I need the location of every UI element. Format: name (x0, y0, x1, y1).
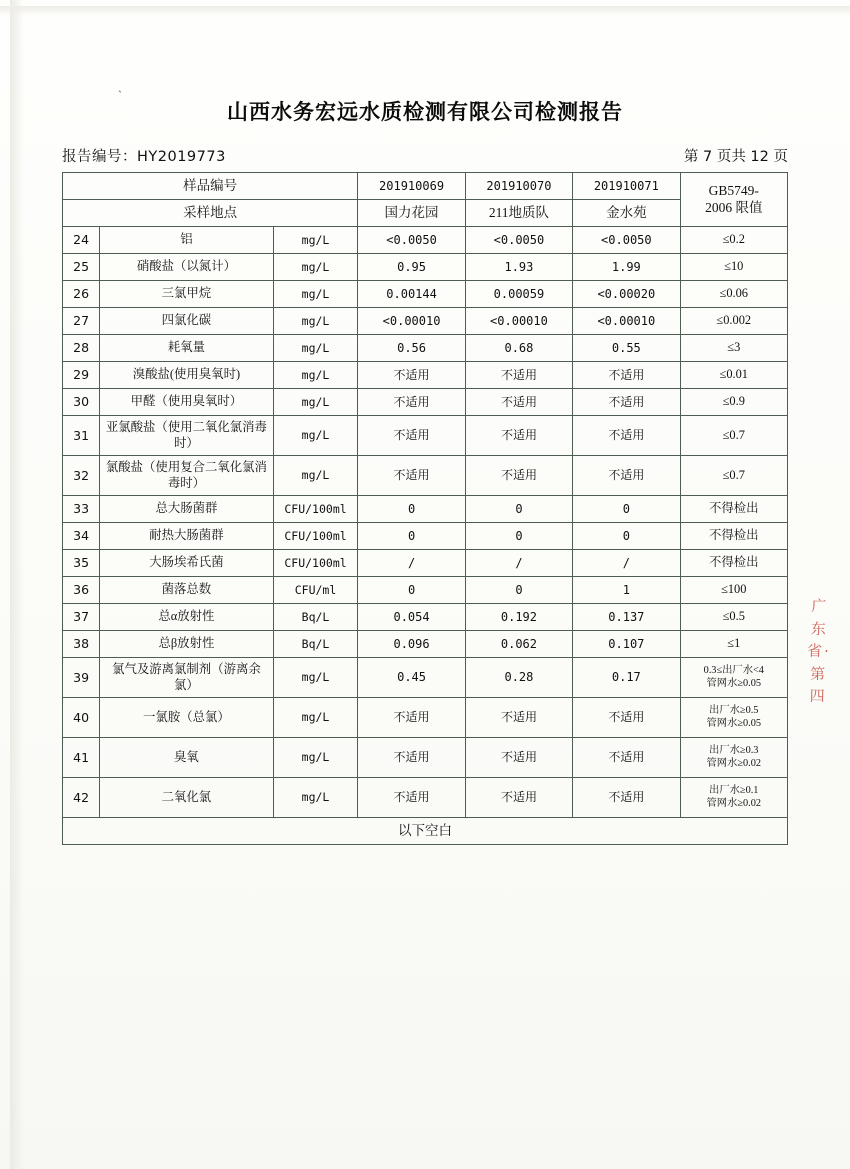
row-value-sample-1: 不适用 (358, 738, 465, 778)
row-value-sample-2: <0.0050 (465, 227, 572, 254)
row-value-sample-1: / (358, 550, 465, 577)
row-limit: ≤0.7 (680, 456, 787, 496)
row-value-sample-3: 不适用 (573, 738, 680, 778)
row-value-sample-1: 0.56 (358, 335, 465, 362)
row-index: 31 (63, 416, 100, 456)
table-footer (63, 818, 788, 845)
header-sample-no-1: 201910069 (358, 173, 465, 200)
row-item-name: 亚氯酸盐（使用二氧化氯消毒时） (100, 416, 274, 456)
row-value-sample-3: 不适用 (573, 456, 680, 496)
row-index: 38 (63, 631, 100, 658)
row-item-name: 耐热大肠菌群 (100, 523, 274, 550)
report-meta (62, 145, 788, 166)
table-row (63, 577, 788, 604)
row-item-name: 氯酸盐（使用复合二氧化氯消毒时） (100, 456, 274, 496)
row-value-sample-3: <0.00020 (573, 281, 680, 308)
row-limit: ≤1 (680, 631, 787, 658)
page-top-edge-shadow (0, 6, 850, 16)
report-number: 报告编号：HY2019773 (62, 149, 226, 165)
row-value-sample-2: 不适用 (465, 698, 572, 738)
page-left-edge-shadow (10, 0, 24, 1169)
row-item-name: 三氯甲烷 (100, 281, 274, 308)
header-sample-no-label: 样品编号 (63, 173, 358, 200)
table-row (63, 254, 788, 281)
row-index: 42 (63, 778, 100, 818)
row-value-sample-3: / (573, 550, 680, 577)
table-row (63, 281, 788, 308)
row-unit: CFU/100ml (273, 550, 358, 577)
row-value-sample-1: 不适用 (358, 362, 465, 389)
footer-blank-row (63, 818, 788, 845)
row-unit: mg/L (273, 658, 358, 698)
row-limit: ≤10 (680, 254, 787, 281)
row-value-sample-2: 0.28 (465, 658, 572, 698)
header-limit-line1: GB5749- (708, 182, 759, 198)
row-index: 29 (63, 362, 100, 389)
row-value-sample-1: 0.95 (358, 254, 465, 281)
row-index: 39 (63, 658, 100, 698)
row-limit: ≤0.06 (680, 281, 787, 308)
row-item-name: 四氯化碳 (100, 308, 274, 335)
header-sample-no-2: 201910070 (465, 173, 572, 200)
row-item-name: 甲醛（使用臭氧时） (100, 389, 274, 416)
row-limit: ≤0.002 (680, 308, 787, 335)
row-value-sample-2: 不适用 (465, 456, 572, 496)
row-value-sample-3: 1 (573, 577, 680, 604)
row-item-name: 耗氧量 (100, 335, 274, 362)
row-limit: ≤100 (680, 577, 787, 604)
row-item-name: 大肠埃希氏菌 (100, 550, 274, 577)
row-index: 37 (63, 604, 100, 631)
row-unit: Bq/L (273, 604, 358, 631)
row-index: 28 (63, 335, 100, 362)
row-item-name: 总大肠菌群 (100, 496, 274, 523)
row-value-sample-2: 不适用 (465, 362, 572, 389)
page-number: 第 7 页共 12 页 (683, 149, 788, 165)
table-row (63, 631, 788, 658)
row-value-sample-2: 0 (465, 523, 572, 550)
table-row (63, 362, 788, 389)
row-value-sample-2: 不适用 (465, 738, 572, 778)
row-value-sample-3: 0.55 (573, 335, 680, 362)
row-value-sample-2: 0 (465, 496, 572, 523)
row-item-name: 菌落总数 (100, 577, 274, 604)
row-unit: mg/L (273, 308, 358, 335)
row-limit: 出厂水≥0.1 管网水≥0.02 (680, 778, 787, 818)
row-unit: mg/L (273, 335, 358, 362)
header-row-sample-no (63, 173, 788, 200)
row-value-sample-2: 1.93 (465, 254, 572, 281)
table-row (63, 227, 788, 254)
table-row (63, 604, 788, 631)
row-value-sample-2: 不适用 (465, 416, 572, 456)
row-value-sample-2: 0.192 (465, 604, 572, 631)
table-body (63, 227, 788, 818)
table-row (63, 389, 788, 416)
row-limit: 不得检出 (680, 496, 787, 523)
row-index: 40 (63, 698, 100, 738)
row-value-sample-3: 0 (573, 523, 680, 550)
row-item-name: 溴酸盐(使用臭氧时) (100, 362, 274, 389)
row-value-sample-1: 0.054 (358, 604, 465, 631)
row-index: 41 (63, 738, 100, 778)
row-limit: 不得检出 (680, 523, 787, 550)
scan-artifact-mark: ` (118, 88, 122, 102)
row-item-name: 臭氧 (100, 738, 274, 778)
row-item-name: 总α放射性 (100, 604, 274, 631)
table-row (63, 778, 788, 818)
table-row (63, 550, 788, 577)
row-item-name: 总β放射性 (100, 631, 274, 658)
row-value-sample-2: 不适用 (465, 778, 572, 818)
table-row (63, 658, 788, 698)
row-value-sample-2: 0.00059 (465, 281, 572, 308)
row-value-sample-1: 0.096 (358, 631, 465, 658)
row-limit: ≤3 (680, 335, 787, 362)
header-site-2: 211地质队 (465, 200, 572, 227)
row-limit: ≤0.2 (680, 227, 787, 254)
row-index: 27 (63, 308, 100, 335)
row-index: 34 (63, 523, 100, 550)
row-item-name: 二氧化氯 (100, 778, 274, 818)
row-index: 26 (63, 281, 100, 308)
row-value-sample-3: 0 (573, 496, 680, 523)
row-value-sample-1: 0 (358, 577, 465, 604)
row-value-sample-3: 不适用 (573, 698, 680, 738)
row-value-sample-1: 不适用 (358, 698, 465, 738)
row-unit: CFU/ml (273, 577, 358, 604)
test-results-table (62, 172, 788, 845)
row-index: 32 (63, 456, 100, 496)
row-unit: mg/L (273, 738, 358, 778)
header-sampling-site-label: 采样地点 (63, 200, 358, 227)
row-value-sample-2: / (465, 550, 572, 577)
row-limit: 出厂水≥0.5 管网水≥0.05 (680, 698, 787, 738)
row-value-sample-3: 1.99 (573, 254, 680, 281)
table-row (63, 496, 788, 523)
row-value-sample-1: 不适用 (358, 778, 465, 818)
row-unit: mg/L (273, 254, 358, 281)
table-header (63, 173, 788, 227)
row-item-name: 一氯胺（总氯） (100, 698, 274, 738)
header-site-3: 金水苑 (573, 200, 680, 227)
row-value-sample-1: 0.45 (358, 658, 465, 698)
row-value-sample-3: 不适用 (573, 389, 680, 416)
row-value-sample-1: 不适用 (358, 389, 465, 416)
row-limit: 出厂水≥0.3 管网水≥0.02 (680, 738, 787, 778)
row-index: 35 (63, 550, 100, 577)
row-limit: 不得检出 (680, 550, 787, 577)
row-limit: 0.3≤出厂水<4 管网水≥0.05 (680, 658, 787, 698)
row-value-sample-3: <0.00010 (573, 308, 680, 335)
row-value-sample-1: <0.00010 (358, 308, 465, 335)
row-value-sample-2: 不适用 (465, 389, 572, 416)
row-value-sample-2: 0.062 (465, 631, 572, 658)
footer-note: 以下空白 (63, 818, 788, 845)
header-limit-label (680, 173, 787, 227)
row-value-sample-3: 0.107 (573, 631, 680, 658)
header-limit-line2: 2006 限值 (705, 199, 763, 215)
row-value-sample-1: 0 (358, 496, 465, 523)
table-row (63, 523, 788, 550)
row-limit: ≤0.7 (680, 416, 787, 456)
row-unit: mg/L (273, 227, 358, 254)
row-value-sample-1: <0.0050 (358, 227, 465, 254)
row-index: 25 (63, 254, 100, 281)
row-index: 24 (63, 227, 100, 254)
row-value-sample-2: 0.68 (465, 335, 572, 362)
row-index: 33 (63, 496, 100, 523)
row-item-name: 氯气及游离氯制剂（游离余氯） (100, 658, 274, 698)
table-row (63, 416, 788, 456)
row-unit: mg/L (273, 281, 358, 308)
row-limit: ≤0.01 (680, 362, 787, 389)
row-unit: mg/L (273, 389, 358, 416)
row-unit: Bq/L (273, 631, 358, 658)
header-site-1: 国力花园 (358, 200, 465, 227)
row-value-sample-2: 0 (465, 577, 572, 604)
row-index: 30 (63, 389, 100, 416)
header-sample-no-3: 201910071 (573, 173, 680, 200)
row-limit: ≤0.5 (680, 604, 787, 631)
page-title: 山西水务宏远水质检测有限公司检测报告 (227, 100, 623, 124)
table-row (63, 335, 788, 362)
row-value-sample-3: 0.17 (573, 658, 680, 698)
row-value-sample-3: 不适用 (573, 362, 680, 389)
row-unit: mg/L (273, 778, 358, 818)
table-row (63, 456, 788, 496)
row-item-name: 铝 (100, 227, 274, 254)
row-unit: mg/L (273, 698, 358, 738)
table-row (63, 738, 788, 778)
red-stamp-mark: 广东省·第四 (806, 596, 832, 706)
row-unit: mg/L (273, 456, 358, 496)
row-value-sample-1: 不适用 (358, 416, 465, 456)
header-row-sampling-site (63, 200, 788, 227)
row-index: 36 (63, 577, 100, 604)
row-value-sample-1: 0.00144 (358, 281, 465, 308)
row-unit: mg/L (273, 416, 358, 456)
row-value-sample-3: <0.0050 (573, 227, 680, 254)
table-row (63, 698, 788, 738)
row-value-sample-3: 不适用 (573, 778, 680, 818)
row-unit: mg/L (273, 362, 358, 389)
row-value-sample-1: 0 (358, 523, 465, 550)
row-value-sample-3: 不适用 (573, 416, 680, 456)
row-limit: ≤0.9 (680, 389, 787, 416)
row-value-sample-2: <0.00010 (465, 308, 572, 335)
row-value-sample-1: 不适用 (358, 456, 465, 496)
row-unit: CFU/100ml (273, 523, 358, 550)
row-item-name: 硝酸盐（以氮计） (100, 254, 274, 281)
table-row (63, 308, 788, 335)
row-unit: CFU/100ml (273, 496, 358, 523)
row-value-sample-3: 0.137 (573, 604, 680, 631)
